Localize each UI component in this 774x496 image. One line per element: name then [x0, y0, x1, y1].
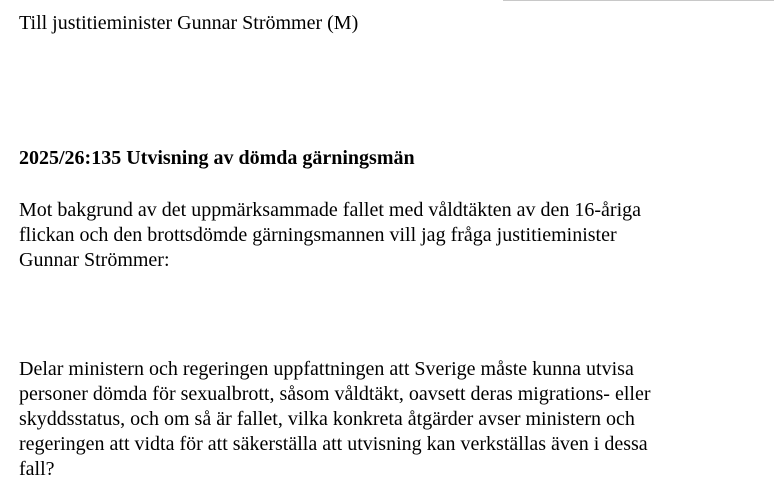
question-title: 2025/26:135 Utvisning av dömda gärningsmän — [19, 147, 415, 169]
intro-line: Mot bakgrund av det uppmärksammade fallet med våldtäkten av den 16-åriga — [19, 199, 642, 221]
intro-line: Gunnar Strömmer: — [19, 249, 170, 271]
intro-paragraph — [19, 198, 641, 273]
question-line: fall? — [19, 458, 55, 480]
question-line: Delar ministern och regeringen uppfattningen att Sverige måste kunna utvisa — [19, 358, 634, 380]
recipient-line: Till justitieminister Gunnar Strömmer (M) — [19, 12, 359, 34]
question-line: personer dömda för sexualbrott, såsom våldtäkt, oavsett deras migrations- eller — [19, 383, 651, 405]
page-edge-rule — [503, 0, 774, 4]
question-line: skyddsstatus, och om så är fallet, vilka konkreta åtgärder avser ministern och — [19, 408, 635, 430]
question-paragraph — [19, 357, 650, 482]
intro-line: flickan och den brottsdömde gärningsmannen vill jag fråga justitieminister — [19, 224, 617, 246]
question-line: regeringen att vidta för att säkerställa att utvisning kan verkställas även i dessa — [19, 433, 648, 455]
